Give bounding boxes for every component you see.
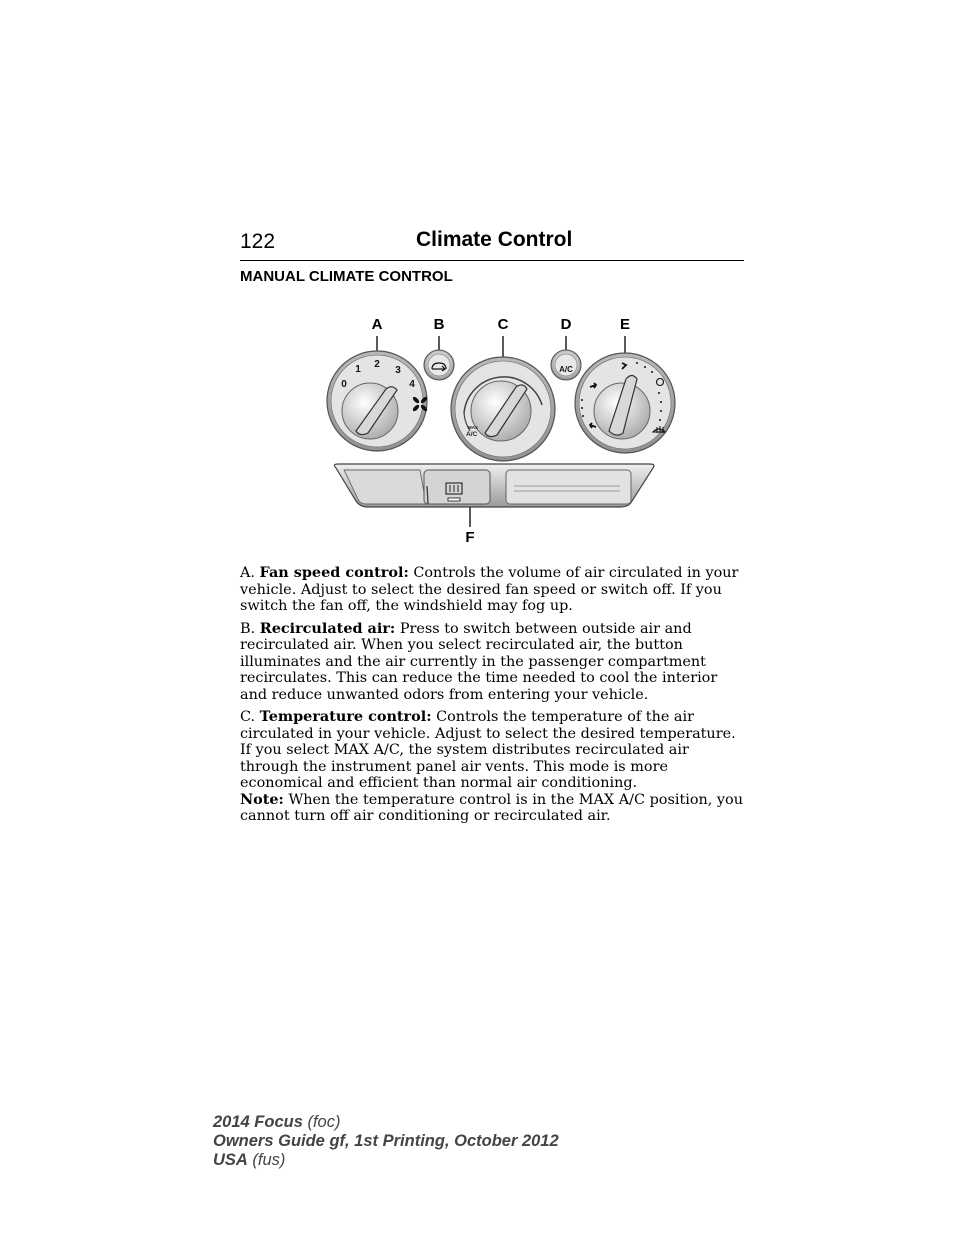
item-c: C. Temperature control: Controls the temperature of the air circulated in your vehicle. Adjust to select the desired temperature. If you select MAX A/C, the system distributes recirculated air through the instrument panel air vents. This mode is more economical and efficient than normal air conditioning. xyxy=(240,708,736,791)
callout-f: F xyxy=(465,529,475,546)
ac-button-label: A/C xyxy=(559,365,573,374)
callout-b: B xyxy=(433,316,445,333)
note-text: When the temperature control is in the MAX A/C position, you cannot turn off air conditioning or recirculated air. xyxy=(240,791,743,824)
climate-control-figure xyxy=(320,305,690,550)
footer-line-2: Owners Guide gf, 1st Printing, October 2012 xyxy=(213,1132,559,1150)
fan-speed-knob[interactable] xyxy=(327,351,428,451)
fan-tick-3: 3 xyxy=(395,365,401,376)
recirculated-air-button[interactable] xyxy=(424,350,454,380)
fan-tick-2: 2 xyxy=(374,359,380,370)
item-a-text: Controls the volume of air circulated in your vehicle. Adjust to select the desired fan speed or switch off. If you switch the fan off, the windshield may fog up. xyxy=(240,565,739,614)
callout-d: D xyxy=(560,316,572,333)
note-label: Note: xyxy=(240,790,284,808)
page-number: 122 xyxy=(240,230,276,253)
callout-c: C xyxy=(497,316,509,333)
max-label: MAX xyxy=(468,425,478,430)
climate-panel-illustration xyxy=(320,305,690,550)
fan-tick-4: 4 xyxy=(409,379,415,390)
section-heading: MANUAL CLIMATE CONTROL xyxy=(240,268,453,285)
fan-tick-1: 1 xyxy=(355,364,361,375)
rear-defrost-panel xyxy=(334,464,654,507)
item-b: B. Recirculated air: Press to switch between outside air and recirculated air. When you select recirculated air, the button illuminates and the air currently in the passenger compartment recirculates. This can reduce the time needed to cool the interior and reduce unwanted odors from entering your vehicle. xyxy=(240,619,718,703)
max-ac-label: A/C xyxy=(466,431,478,438)
item-c-text: Controls the temperature of the air circulated in your vehicle. Adjust to select the desired temperature. If you select MAX A/C, the system distributes recirculated air through the instrument panel air vents. This mode is more economical and efficient than normal air conditioning. xyxy=(240,709,736,791)
page-title: Climate Control xyxy=(416,228,573,251)
note xyxy=(240,792,746,825)
footer-line-1: 2014 Focus (foc) xyxy=(213,1113,341,1131)
air-distribution-knob[interactable] xyxy=(575,353,675,453)
callout-e: E xyxy=(619,316,631,333)
fan-tick-0: 0 xyxy=(341,379,347,390)
item-a: A. Fan speed control: Controls the volume of air circulated in your vehicle. Adjust to select the desired fan speed or switch off. If you switch the fan off, the windshield may fog up. xyxy=(240,564,739,614)
footer xyxy=(213,1113,559,1170)
item-b-term: Recirculated air: xyxy=(259,619,396,637)
temperature-knob[interactable] xyxy=(451,357,555,461)
indicator-light xyxy=(448,498,460,501)
item-c-term: Temperature control: xyxy=(259,708,432,725)
body-text xyxy=(240,565,746,831)
callout-a: A xyxy=(371,316,383,333)
item-a-term: Fan speed control: xyxy=(259,564,409,581)
ac-button[interactable] xyxy=(551,350,581,380)
item-b-text: Press to switch between outside air and recirculated air. When you select recirculated air, the button illuminates and the air currently in the passenger compartment recirculates. This can reduce the time needed to cool the interior and reduce unwanted odors from entering your vehicle. xyxy=(240,620,718,703)
page-header xyxy=(240,228,744,261)
footer-line-3: USA (fus) xyxy=(213,1151,286,1169)
